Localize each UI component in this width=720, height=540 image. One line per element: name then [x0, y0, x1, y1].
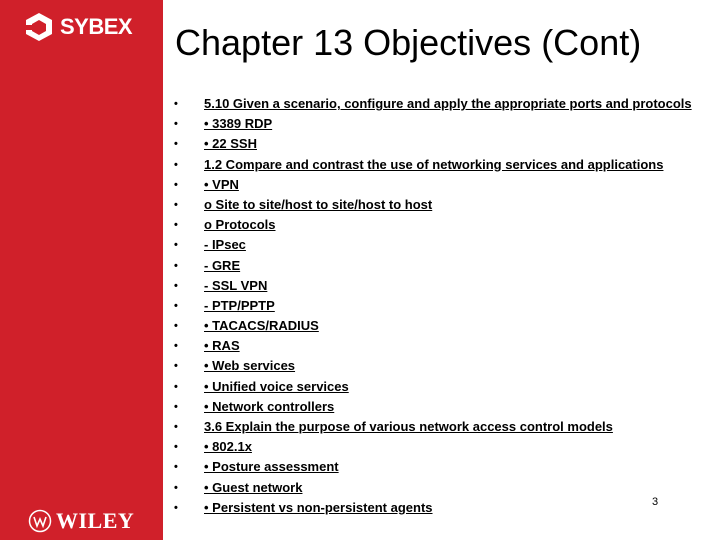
list-item: [172, 419, 702, 435]
list-item: [172, 439, 702, 455]
list-item: [172, 258, 702, 274]
bullet-icon: •: [174, 320, 178, 333]
bullet-icon: •: [174, 178, 178, 191]
objective-text: • RAS: [204, 338, 240, 354]
objective-text: 5.10 Given a scenario, configure and apply the appropriate ports and protocols: [204, 96, 692, 111]
bullet-icon: •: [174, 118, 178, 131]
list-item: [172, 338, 702, 354]
bullet-icon: •: [174, 219, 178, 232]
list-item: [172, 358, 702, 374]
objective-text: 3.6 Explain the purpose of various network access control models: [204, 419, 613, 434]
sybex-wordmark: SYBEX: [60, 14, 133, 39]
sybex-cube-icon: [24, 12, 54, 42]
list-item: [172, 500, 702, 516]
objective-text: • TACACS/RADIUS: [204, 318, 319, 334]
list-item: [172, 480, 702, 496]
objectives-list: [172, 96, 702, 520]
list-item: [172, 379, 702, 395]
list-item: [172, 217, 702, 233]
list-item: [172, 318, 702, 334]
bullet-icon: •: [174, 98, 178, 110]
bullet-icon: •: [174, 259, 178, 272]
bullet-icon: •: [174, 279, 178, 292]
list-item: [172, 278, 702, 294]
list-item: [172, 459, 702, 475]
bullet-icon: •: [174, 441, 178, 454]
objective-text: • VPN: [204, 176, 239, 192]
list-item: [172, 177, 702, 193]
list-item: [172, 96, 702, 112]
objective-text: - IPsec: [204, 237, 246, 253]
objective-text: o Site to site/host to site/host to host: [204, 196, 433, 212]
bullet-icon: •: [174, 400, 178, 413]
list-item: [172, 136, 702, 152]
list-item: [172, 116, 702, 132]
list-item: [172, 399, 702, 415]
list-item: [172, 298, 702, 314]
bullet-icon: •: [174, 299, 178, 312]
bullet-icon: •: [174, 360, 178, 373]
list-item: [172, 197, 702, 213]
objective-text: • Web services: [204, 358, 296, 374]
wiley-logo: [28, 508, 134, 534]
bullet-icon: •: [174, 481, 178, 494]
bullet-icon: •: [174, 340, 178, 353]
bullet-icon: •: [174, 198, 178, 211]
wiley-wordmark: WILEY: [56, 508, 135, 533]
list-item: [172, 157, 702, 173]
objective-text: • 3389 RDP: [204, 116, 273, 132]
objective-text: • Persistent vs non-persistent agents: [204, 499, 433, 515]
bullet-icon: •: [174, 158, 178, 171]
objective-text: • Posture assessment: [204, 459, 339, 475]
objective-text: • Guest network: [204, 479, 303, 495]
bullet-icon: •: [174, 380, 178, 393]
slide-title: Chapter 13 Objectives (Cont): [175, 22, 642, 63]
objective-text: - SSL VPN: [204, 277, 268, 293]
objective-text: • 22 SSH: [204, 136, 257, 152]
bullet-icon: •: [174, 138, 178, 151]
sybex-logo: [24, 12, 132, 42]
objective-text: • 802.1x: [204, 439, 252, 455]
list-item: [172, 237, 702, 253]
page-number: 3: [652, 496, 659, 508]
wiley-seal-icon: [28, 509, 52, 533]
objective-text: - GRE: [204, 257, 241, 273]
objective-text: o Protocols: [204, 217, 276, 233]
brand-sidebar: [0, 0, 163, 540]
objective-text: • Unified voice services: [204, 378, 349, 394]
bullet-icon: •: [174, 421, 178, 433]
objective-text: - PTP/PPTP: [204, 297, 275, 313]
objective-text: 1.2 Compare and contrast the use of networking services and applications: [204, 156, 664, 172]
bullet-icon: •: [174, 461, 178, 474]
bullet-icon: •: [174, 501, 178, 514]
objective-text: • Network controllers: [204, 398, 335, 414]
bullet-icon: •: [174, 239, 178, 252]
